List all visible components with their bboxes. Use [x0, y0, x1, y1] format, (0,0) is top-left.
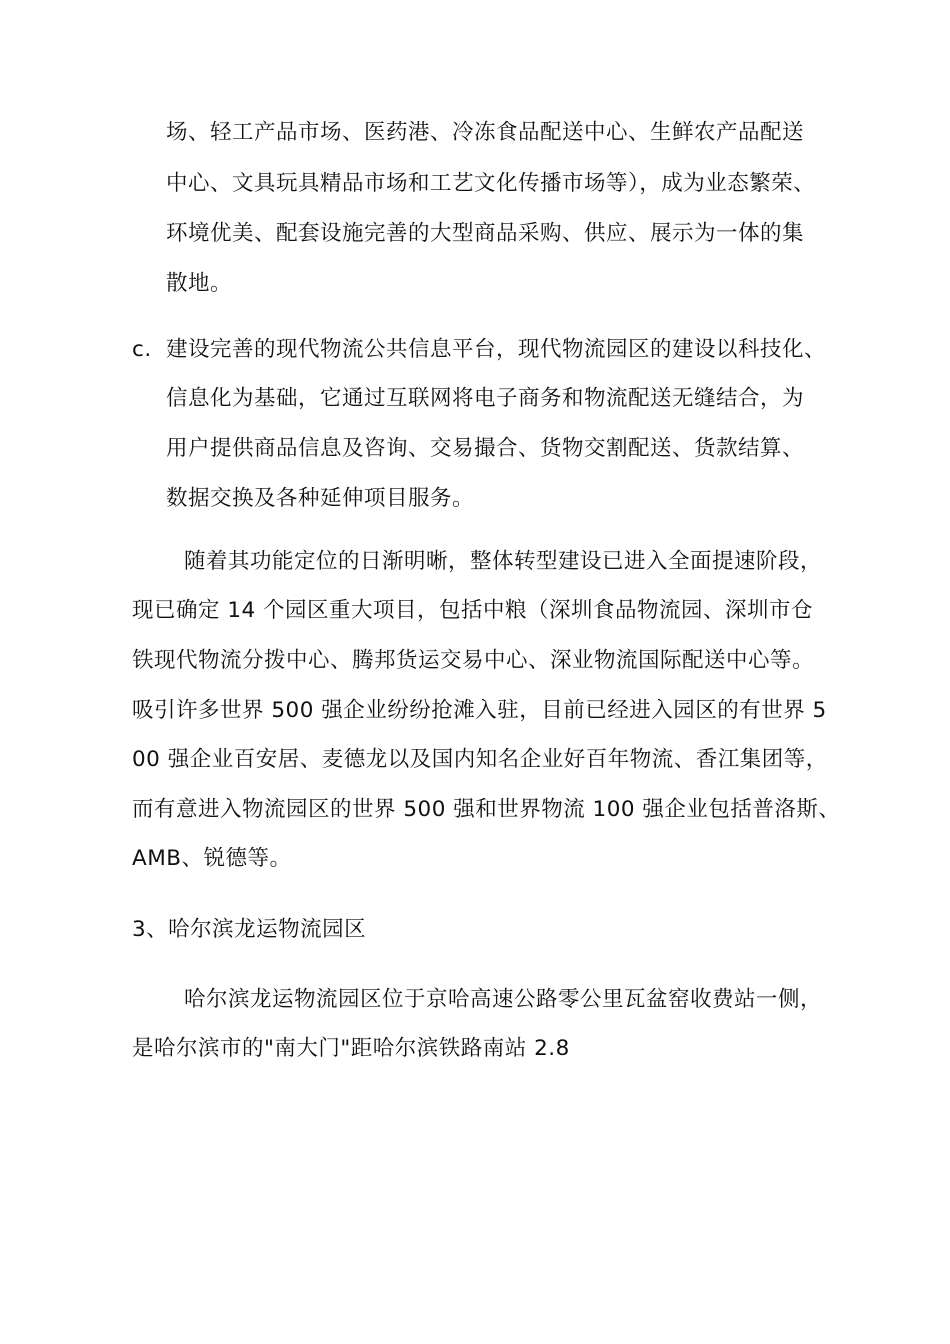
- text-line: 数据交换及各种延伸项目服务。: [166, 486, 475, 511]
- text-line: 信息化为基础，它通过互联网将电子商务和物流配送无缝结合，为: [166, 386, 805, 411]
- text-line: 而有意进入物流园区的世界 500 强和世界物流 100 强企业包括普洛斯、: [132, 797, 841, 822]
- text-line: 随着其功能定位的日渐明晰，整体转型建设已进入全面提速阶段，: [184, 549, 823, 574]
- text-line: 场、轻工产品市场、医药港、冷冻食品配送中心、生鲜农产品配送: [166, 120, 805, 145]
- list-marker: c.: [132, 337, 152, 362]
- section-heading: 3、哈尔滨龙运物流园区: [132, 917, 367, 942]
- text-line: 散地。: [166, 271, 233, 296]
- text-line: 中心、文具玩具精品市场和工艺文化传播市场等），成为业态繁荣、: [166, 171, 816, 196]
- text-line: 用户提供商品信息及咨询、交易撮合、货物交割配送、货款结算、: [166, 436, 805, 461]
- text-line: 铁现代物流分拨中心、腾邦货运交易中心、深业物流国际配送中心等。: [132, 648, 815, 673]
- text-line: 00 强企业百安居、麦德龙以及国内知名企业好百年物流、香江集团等，: [132, 747, 828, 772]
- text-line: AMB、锐德等。: [132, 846, 292, 871]
- text-line: 是哈尔滨市的"南大门"距哈尔滨铁路南站 2.8: [132, 1036, 570, 1061]
- text-line: 现已确定 14 个园区重大项目，包括中粮（深圳食品物流园、深圳市仓: [132, 598, 814, 623]
- text-line: 建设完善的现代物流公共信息平台，现代物流园区的建设以科技化、: [166, 337, 827, 362]
- text-line: 吸引许多世界 500 强企业纷纷抢滩入驻，目前已经进入园区的有世界 5: [132, 698, 827, 723]
- text-line: 哈尔滨龙运物流园区位于京哈高速公路零公里瓦盆窑收费站一侧，: [184, 987, 823, 1012]
- text-line: 环境优美、配套设施完善的大型商品采购、供应、展示为一体的集: [166, 221, 805, 246]
